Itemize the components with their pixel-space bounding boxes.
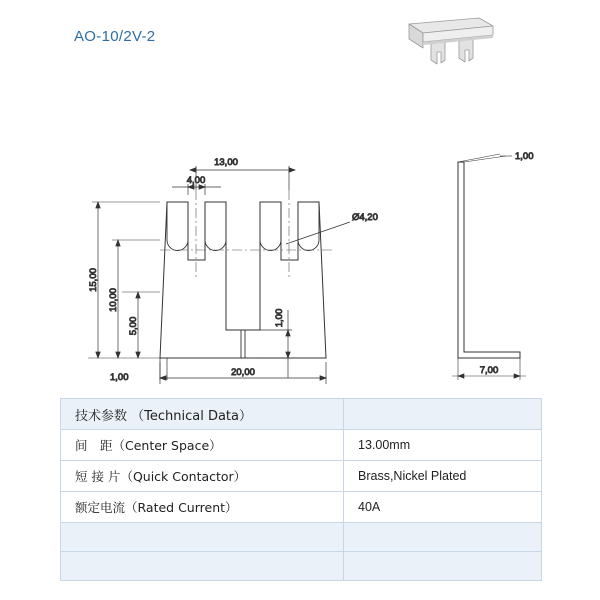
row-label-blank-2 bbox=[61, 552, 344, 581]
dim-notch-height-text: 1,00 bbox=[274, 308, 285, 328]
product-photo bbox=[395, 8, 505, 88]
row-value-blank-1 bbox=[344, 523, 542, 552]
table-row bbox=[61, 461, 542, 492]
dim-overall-height-text: 15,00 bbox=[88, 268, 99, 292]
dim-center-space-text: 13,00 bbox=[214, 157, 238, 168]
row-label-quick-contactor: 短 接 片（Quick Contactor） bbox=[61, 461, 344, 492]
table-row bbox=[61, 430, 542, 461]
technical-drawing bbox=[60, 140, 540, 390]
table-header-label: 技术参数 （Technical Data） bbox=[61, 399, 344, 430]
table-row bbox=[61, 492, 542, 523]
table-header-row bbox=[61, 399, 542, 430]
dim-depth-text: 7,00 bbox=[479, 365, 499, 376]
dim-slot-width-text: 4,00 bbox=[186, 175, 206, 186]
table-header-value bbox=[344, 399, 542, 430]
row-value-quick-contactor: Brass,Nickel Plated bbox=[344, 461, 542, 492]
dim-thickness-text: 1,00 bbox=[515, 151, 534, 162]
row-label-rated-current: 额定电流（Rated Current） bbox=[61, 492, 344, 523]
table-row-blank bbox=[61, 552, 542, 581]
dim-overall-width-text: 20,00 bbox=[231, 367, 255, 378]
row-label-blank-1 bbox=[61, 523, 344, 552]
row-value-rated-current: 40A bbox=[344, 492, 542, 523]
page-title: AO-10/2V-2 bbox=[74, 28, 156, 45]
dim-hole-diameter-text: Ø4,20 bbox=[352, 212, 378, 223]
row-value-center-space: 13.00mm bbox=[344, 430, 542, 461]
row-value-blank-2 bbox=[344, 552, 542, 581]
dim-left-edge-text: 1,00 bbox=[110, 372, 129, 383]
dim-base-height-text: 5,00 bbox=[128, 316, 139, 336]
dim-slot-depth-text: 10,00 bbox=[108, 288, 119, 312]
row-label-center-space: 间 距（Center Space） bbox=[61, 430, 344, 461]
table-row-blank bbox=[61, 523, 542, 552]
technical-data-table bbox=[60, 398, 542, 581]
